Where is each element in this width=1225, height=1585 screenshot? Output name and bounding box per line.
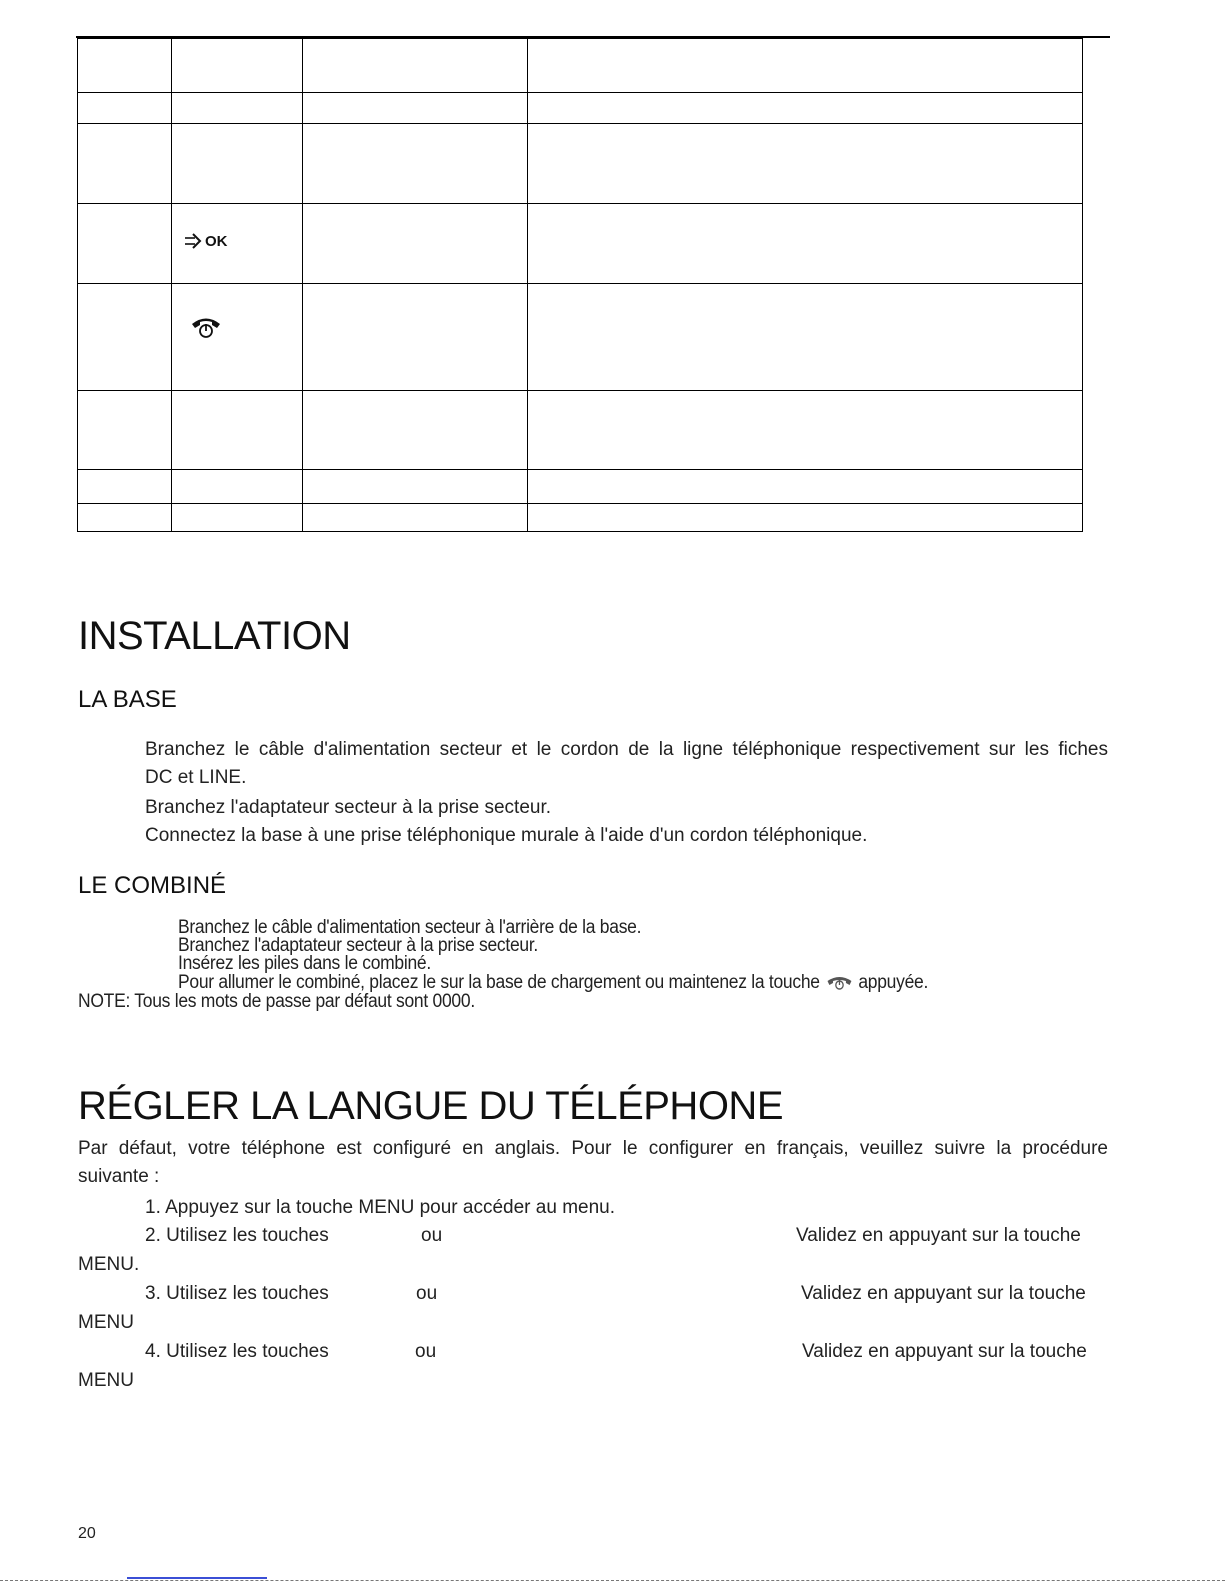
step-4-validez: Validez en appuyant sur la touche: [802, 1341, 1087, 1362]
table-row: [78, 504, 1083, 532]
langue-intro2: suivante :: [78, 1166, 160, 1187]
subtitle-le-combine: LE COMBINÉ: [78, 872, 227, 899]
step-3: 3. Utilisez les touches: [145, 1283, 329, 1304]
step-2: 2. Utilisez les touches: [145, 1225, 329, 1246]
step-4-menu: MENU: [78, 1370, 134, 1391]
section-title-langue: RÉGLER LA LANGUE DU TÉLÉPHONE: [78, 1084, 783, 1128]
ok-arrow-icon: OK: [184, 233, 228, 250]
base-line1b: DC et LINE.: [145, 767, 247, 788]
base-line2: Branchez l'adaptateur secteur à la prise secteur.: [145, 797, 552, 818]
table-row: [78, 93, 1083, 124]
step-2-menu: MENU.: [78, 1254, 140, 1275]
step-2-ou: ou: [421, 1225, 443, 1246]
power-end-call-icon: [189, 314, 223, 345]
combine-line2: Branchez l'adaptateur secteur à la prise secteur.: [178, 935, 539, 956]
footer-rule: [0, 1580, 1225, 1581]
table-row: [78, 284, 1083, 391]
menu-key: MENU: [358, 1197, 415, 1218]
base-line3: Connectez la base à une prise téléphonique murale à l'aide d'un cordon téléphonique.: [145, 825, 868, 846]
subtitle-la-base: LA BASE: [78, 686, 177, 713]
power-end-call-icon: [826, 974, 852, 996]
footer-link-mark: [127, 1577, 267, 1579]
base-line1: Branchez le câble d'alimentation secteur et le cordon de la ligne téléphonique respectivement sur les fiches: [145, 739, 1108, 760]
note-line: NOTE: Tous les mots de passe par défaut sont 0000.: [78, 991, 475, 1012]
table-row: [78, 470, 1083, 504]
table-row: [78, 204, 1083, 284]
step-1: 1. Appuyez sur la touche MENU pour accéder au menu.: [145, 1197, 616, 1218]
note-label: NOTE: [78, 991, 126, 1012]
step-3-menu: MENU: [78, 1312, 134, 1333]
keys-table: [77, 38, 1083, 532]
step-4-ou: ou: [415, 1341, 437, 1362]
step-2-validez: Validez en appuyant sur la touche: [796, 1225, 1081, 1246]
table-row: [78, 39, 1083, 93]
section-title-installation: INSTALLATION: [78, 614, 351, 658]
combine-line3: Insérez les piles dans le combiné.: [178, 953, 431, 974]
page-number: 20: [78, 1525, 96, 1542]
step-4: 4. Utilisez les touches: [145, 1341, 329, 1362]
table-row: [78, 124, 1083, 204]
combine-line1: Branchez le câble d'alimentation secteur à l'arrière de la base.: [178, 917, 642, 938]
langue-intro1: Par défaut, votre téléphone est configuré en anglais. Pour le configurer en français, veuillez suivre la procédure: [78, 1138, 1108, 1159]
step-3-ou: ou: [416, 1283, 438, 1304]
combine-line4: Pour allumer le combiné, placez le sur la base de chargement ou maintenez la touche appuyée.: [178, 972, 928, 996]
table-row: [78, 391, 1083, 470]
step-3-validez: Validez en appuyant sur la touche: [801, 1283, 1086, 1304]
